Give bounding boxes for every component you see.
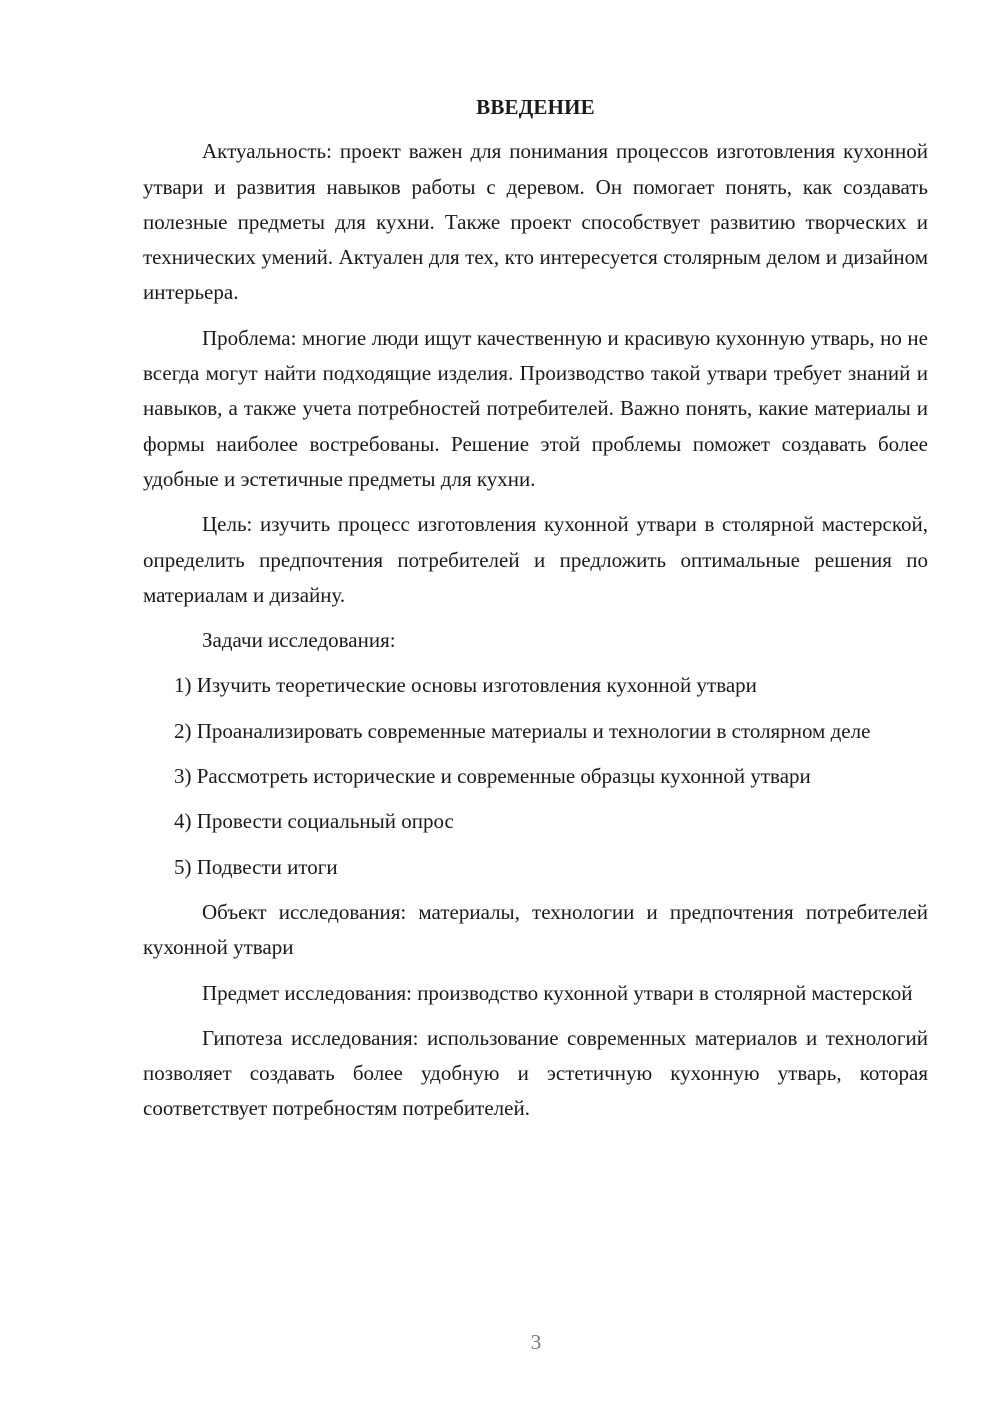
goal-paragraph: Цель: изучить процесс изготовления кухонной утвари в столярной мастерской, определить предпочтения потребителей и предложить оптимальные решения по материалам и дизайну. [143, 512, 928, 607]
task-item-1: 1) Изучить теоретические основы изготовления кухонной утвари [174, 673, 757, 698]
problem-paragraph: Проблема: многие люди ищут качественную и красивую кухонную утварь, но не всегда могут найти подходящие изделия. Производство такой утвари требует знаний и навыков, а также учета потребностей потребителей. Важно понять, какие материалы и формы наиболее востребованы. Решение этой проблемы поможет создавать более удобные и эстетичные предметы для кухни. [143, 325, 928, 491]
relevance-paragraph: Актуальность: проект важен для понимания процессов изготовления кухонной утвари и развития навыков работы с деревом. Он помогает понять, как создавать полезные предметы для кухни. Также проект способствует развитию творческих и технических умений. Актуален для тех, кто интересуется столярным делом и дизайном интерьера. [143, 139, 928, 305]
section-title: ВВЕДЕНИЕ [476, 95, 595, 119]
task-item-4: 4) Провести социальный опрос [174, 809, 454, 834]
task-item-5: 5) Подвести итоги [174, 854, 338, 879]
task-item-2: 2) Проанализировать современные материалы и технологии в столярном деле [174, 718, 871, 743]
page-content [143, 90, 928, 1137]
subject-paragraph: Предмет исследования: производство кухонной утвари в столярной мастерской [202, 980, 913, 1005]
hypothesis-paragraph: Гипотеза исследования: использование современных материалов и технологий позволяет создавать более удобную и эстетичную кухонную утварь, которая соответствует потребностям потребителей. [143, 1025, 928, 1121]
object-paragraph: Объект исследования: материалы, технологии и предпочтения потребителей кухонной утвари [143, 899, 928, 960]
task-item-3: 3) Рассмотреть исторические и современные образцы кухонной утвари [174, 764, 811, 789]
tasks-heading: Задачи исследования: [202, 628, 396, 653]
page-number: 3 [530, 1330, 542, 1354]
